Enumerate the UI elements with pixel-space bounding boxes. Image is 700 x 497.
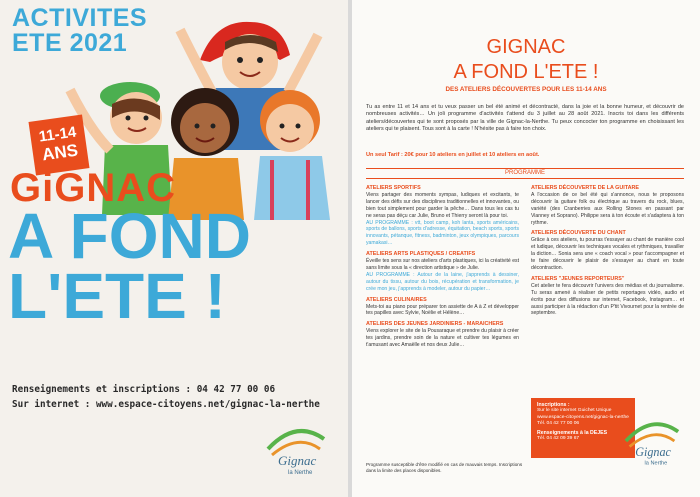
section-text: Éveille tes sens sur nos ateliers d'arts plastiques, ici la créativité est sans limite sous la « direction artistique » de Julie. (366, 258, 519, 271)
section-heading: ATELIERS DÉCOUVERTE DE LA GUITARE (531, 185, 640, 191)
title-line-1: ACTIVITES (12, 4, 148, 32)
afond-line-2: L'ETE ! (8, 260, 226, 332)
svg-text:la Nerthe: la Nerthe (644, 460, 668, 467)
section-text: A l'occasion de ce bel été qui s'annonce, nous te proposons découvrir la guitare folk ou électrique au travers du rock, blues, variété (des Cranberries aux Rolling Stones en passant par Vianney et Soprano). Philippe sera à ton écoute et s'adaptera à ton rythme. (531, 191, 684, 226)
section-heading: ATELIERS CULINAIRES (366, 296, 427, 303)
section-text: Viens partager des moments sympas, ludiques et excitants, te lancer des défis sur des disciplines traditionnelles et innovantes, ou bien tout simplement pour garder la pêche… Dans tous les cas tu ne seras pas déçu car Julie, Bruno et Thierry seront là pour toi. (366, 191, 519, 219)
afond-line-1: A FOND (8, 200, 251, 272)
footnote: Programme susceptible d'être modifié en cas de mauvais temps. Inscriptions dans la limite des places disponibles. (366, 462, 523, 473)
section-heading: ATELIERS "JEUNES REPORTEURS" (531, 275, 625, 282)
insc-phone: Tél. 04 42 77 00 06 (537, 420, 580, 426)
age-unit: ANS (40, 140, 80, 165)
phone-line: Renseignements et inscriptions : 04 42 77 00 06 (12, 384, 276, 395)
intro-paragraph: Tu as entre 11 et 14 ans et tu veux passer un bel été animé et décontracté, dans la joie et la bonne humeur, et découvrir de nombreuses activités… Un joli programme d'activités t'attend du 3 juillet au 28 août 2021. Inscris toi dans les différents ateliers/découvertes qui te sont proposés par la ville de Gignac-la-Nerthe. Tu peux concocter ton programme en choisissant les ateliers qui te plaisent. Tous sont à la carte ! N'hésite pas à faire ton choix. (366, 104, 684, 133)
insc-website: www.espace-citoyens.net/gignac-la-nerthe (537, 414, 629, 420)
age-range: 11-14 (37, 123, 78, 146)
title-line-2: ETE 2021 (12, 29, 128, 57)
section-heading: ATELIERS DES JEUNES JARDINIERS - MARAICHERS (366, 321, 504, 328)
page-title-gignac: GIGNAC (486, 36, 566, 58)
contact-info (12, 382, 320, 412)
dejes-title: Renseignements à la DEJES (537, 430, 608, 437)
gignac-logo (258, 419, 334, 479)
programme-column-right (531, 185, 684, 317)
programme-page (352, 0, 700, 497)
section-text: Mets-toi au piano pour préparer ton assiette de A à Z et développer tes papilles avec Sylvie, Noëlie et Hélène… (366, 303, 519, 317)
dejes-phone: Tél. 04 42 09 39 67 (537, 436, 580, 442)
website-line: Sur internet : www.espace-citoyens.net/gignac-la-nerthe (12, 399, 320, 410)
section-heading: ATELIERS ARTS PLASTIQUES / CREATIFS (366, 251, 476, 258)
insc-title: Inscriptions : (537, 402, 570, 408)
section-text: Viens explorer le site de la Pousaraque et prendre du plaisir à créer tes jardins, prendre soin de la nature et cultiver tes légumes en t'amusant avec Amaëlle et nos deux Julie… (366, 328, 519, 349)
section-text: Grâce à ces ateliers, tu pourras t'essayer au chant de manière cool et ludique, découvrir les techniques vocales et rythmiques, travailler la diction… Sonia sera une « coach vocal » pour t'accompagner et te faire découvrir le plaisir de s'essayer au chant en toute décontraction. (531, 237, 684, 271)
svg-text:Gignac: Gignac (635, 444, 671, 459)
section-programme: AU PROGRAMME : Autour de la laine, j'apprends à dessiner, autour du tissu, autour du bois, récupération et transformation, je crée mon jeu, j'apprends à modeler, autour du papier… (366, 271, 519, 292)
gignac-title: GiGNAC (10, 166, 176, 210)
insc-line: Sur le site internet Guichet Unique (537, 408, 612, 414)
page-subtitle: DES ATELIERS DÉCOUVERTES POUR LES 11-14 ANS (445, 86, 607, 93)
svg-text:la Nerthe: la Nerthe (288, 470, 313, 476)
page-title-afond: A FOND L'ETE ! (453, 61, 599, 83)
tarif-line: Un seul Tarif : 20€ pour 10 ateliers en juillet et 10 ateliers en août. (366, 152, 540, 158)
section-programme: AU PROGRAMME : vtt, boot camp, koh lanta, sports américains, sports de ballons, sports d'adresse, équitation, beach sports, sports innovants, pétanque, fitness, badminton, jeux olympiques, parcours yamakasi… (366, 219, 519, 247)
section-heading: ATELIERS DÉCOUVERTE DU CHANT (531, 230, 626, 237)
poster-page (0, 0, 348, 497)
svg-text:Gignac: Gignac (278, 453, 317, 468)
a-fond-l-ete-title (8, 200, 251, 332)
gignac-logo (616, 413, 688, 469)
programme-heading: PROGRAMME (366, 168, 684, 179)
section-text: Cet atelier te fera découvrir l'univers des médias et du journalisme. Tu seras amené à réaliser de petits reportages vidéo, audio et écrits pour des diffusions sur internet, Facebook, Instagram… et aussi participer à la rédaction d'un P'tit Vivournet pour la rentrée de septembre. (531, 282, 684, 317)
section-heading: ATELIERS SPORTIFS (366, 185, 421, 191)
programme-column-left (366, 185, 519, 349)
